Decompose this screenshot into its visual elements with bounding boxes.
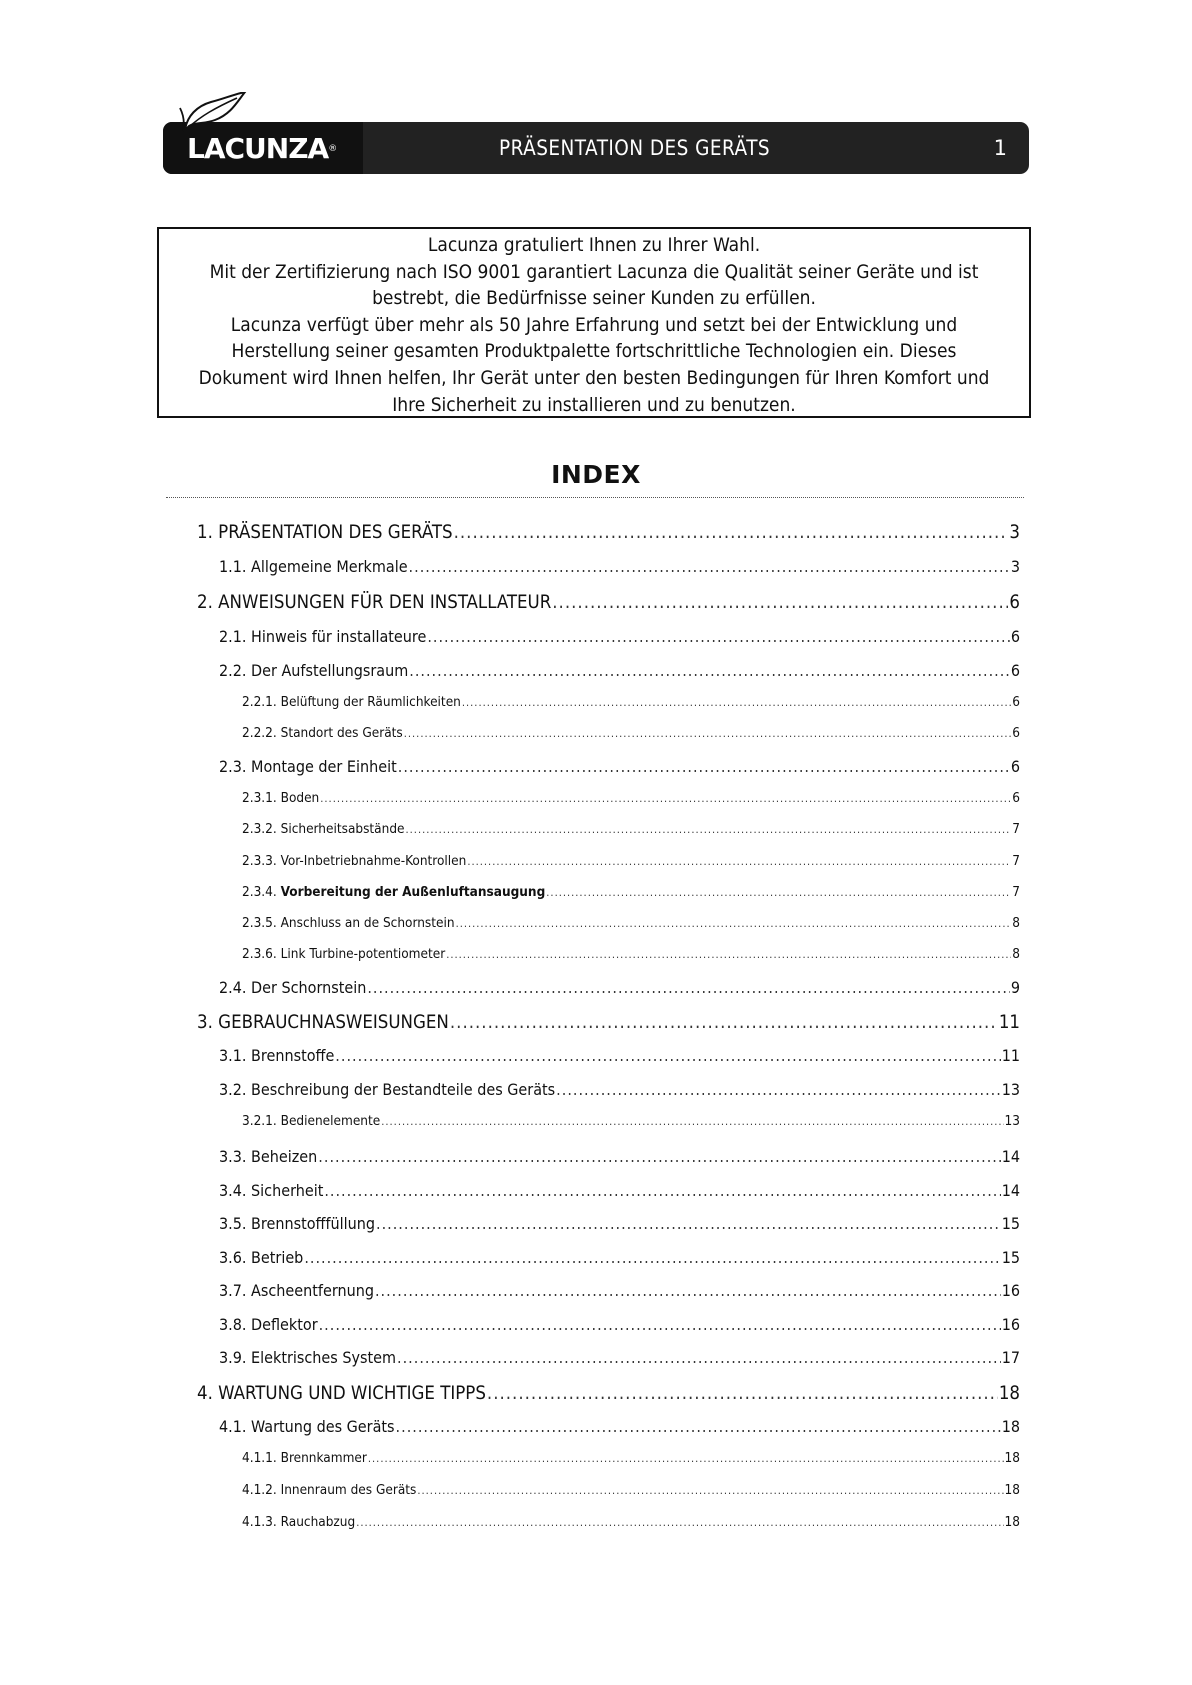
toc-entry-number: 2.2.1.	[242, 694, 277, 710]
toc-leader-dots	[320, 792, 1011, 805]
intro-line: Dokument wird Ihnen helfen, Ihr Gerät unter den besten Bedingungen für Ihren Komfort und	[198, 366, 990, 389]
toc-entry-number: 1.	[197, 522, 213, 543]
toc-entry-title: Link Turbine-potentiometer	[280, 946, 446, 962]
toc-entry-label	[242, 790, 319, 806]
toc-entry-title: Montage der Einheit	[251, 757, 397, 776]
intro-line: Herstellung seiner gesamten Produktpalette fortschrittliche Technologien ein. Dieses	[231, 340, 957, 363]
toc-entry[interactable]	[219, 978, 1020, 997]
toc-entry-number: 3.9.	[219, 1348, 247, 1367]
toc-leader-dots	[396, 1417, 1001, 1436]
toc-entry-label	[197, 522, 453, 543]
toc-leader-dots	[397, 1348, 1001, 1367]
toc-page-number: 6	[1010, 627, 1020, 646]
toc-page-number: 13	[1004, 1113, 1020, 1129]
toc-entry-label	[242, 725, 403, 741]
toc-entry-title: Vor-Inbetriebnahme-Kontrollen	[280, 853, 467, 869]
toc-entry[interactable]	[242, 821, 1020, 837]
toc-page-number: 16	[1001, 1315, 1020, 1334]
toc-entry-number: 2.3.	[219, 757, 247, 776]
toc-entry-label	[242, 694, 461, 710]
toc-entry-title: Bedienelemente	[280, 1113, 381, 1129]
toc-entry-number: 2.3.4.	[242, 884, 277, 900]
toc-leader-dots	[356, 1516, 1003, 1529]
toc-entry-title: Sicherheitsabstände	[280, 821, 405, 837]
toc-entry-title: Rauchabzug	[280, 1514, 356, 1530]
toc-entry-label	[242, 915, 455, 931]
toc-entry[interactable]	[219, 1248, 1020, 1267]
toc-entry[interactable]	[219, 1147, 1020, 1166]
toc-entry-title: Der Schornstein	[251, 978, 367, 997]
toc-leader-dots	[467, 855, 1011, 868]
toc-entry-label	[219, 1181, 323, 1200]
toc-leader-dots	[406, 823, 1012, 836]
toc-leader-dots	[556, 1080, 1001, 1099]
toc-leader-dots	[552, 592, 1008, 613]
toc-entry-number: 2.3.2.	[242, 821, 277, 837]
toc-entry[interactable]	[219, 1181, 1020, 1200]
toc-entry[interactable]	[219, 1417, 1020, 1436]
toc-entry-label	[242, 1113, 380, 1129]
toc-leader-dots	[546, 886, 1011, 899]
toc-entry[interactable]	[197, 522, 1020, 543]
toc-entry-title: Boden	[280, 790, 320, 806]
leaf-icon	[179, 92, 249, 132]
toc-entry-label	[242, 884, 545, 900]
toc-page-number: 6	[1010, 757, 1020, 776]
toc-entry-number: 3.	[197, 1012, 213, 1033]
toc-entry-title: Brennstofffüllung	[251, 1214, 376, 1233]
toc-entry-number: 3.1.	[219, 1046, 247, 1065]
toc-entry[interactable]	[219, 1214, 1020, 1233]
intro-line: Mit der Zertifizierung nach ISO 9001 garantiert Lacunza die Qualität seiner Geräte und ist	[209, 260, 979, 283]
toc-entry[interactable]	[219, 1348, 1020, 1367]
toc-entry-label	[242, 853, 466, 869]
toc-entry-label	[242, 1450, 367, 1466]
toc-entry-title: GEBRAUCHNASWEISUNGEN	[218, 1012, 449, 1033]
toc-leader-dots	[456, 917, 1012, 930]
intro-box	[157, 227, 1031, 418]
toc-entry-label	[219, 1147, 317, 1166]
toc-entry-number: 1.1.	[219, 557, 247, 576]
toc-entry-title: ANWEISUNGEN FÜR DEN INSTALLATEUR	[218, 592, 552, 613]
toc-entry[interactable]	[242, 1113, 1020, 1129]
toc-leader-dots	[450, 1012, 998, 1033]
toc-page-number: 7	[1012, 853, 1020, 869]
toc-entry-number: 4.1.2.	[242, 1482, 277, 1498]
toc-entry[interactable]	[219, 627, 1020, 646]
intro-line: Ihre Sicherheit zu installieren und zu benutzen.	[392, 393, 796, 416]
toc-entry[interactable]	[242, 790, 1020, 806]
toc-entry-title: Wartung des Geräts	[251, 1417, 395, 1436]
page-header	[163, 122, 1029, 174]
toc-entry-number: 4.1.3.	[242, 1514, 277, 1530]
toc-entry-title: Beschreibung der Bestandteile des Geräts	[251, 1080, 556, 1099]
toc-entry-label	[197, 1383, 486, 1404]
toc-entry[interactable]	[219, 1046, 1020, 1065]
toc-page-number: 7	[1012, 884, 1020, 900]
toc-entry[interactable]	[242, 725, 1020, 741]
toc-leader-dots	[376, 1214, 1001, 1233]
toc-entry-label	[219, 1080, 555, 1099]
toc-entry[interactable]	[197, 1383, 1020, 1404]
toc-entry-title: Brennstoffe	[251, 1046, 335, 1065]
toc-entry[interactable]	[242, 946, 1020, 962]
toc-entry-number: 3.5.	[219, 1214, 247, 1233]
toc-entry-number: 3.3.	[219, 1147, 247, 1166]
toc-page-number: 18	[1001, 1417, 1020, 1436]
toc-leader-dots	[427, 627, 1010, 646]
toc-page-number: 17	[1001, 1348, 1020, 1367]
toc-entry-number: 2.3.1.	[242, 790, 277, 806]
toc-entry-title: Vorbereitung der Außenluftansaugung	[280, 884, 546, 900]
intro-line: Lacunza gratuliert Ihnen zu Ihrer Wahl.	[427, 234, 761, 256]
header-title: PRÄSENTATION DES GERÄTS	[499, 136, 771, 160]
toc-page-number: 3	[1010, 557, 1020, 576]
toc-entry-title: Allgemeine Merkmale	[251, 557, 408, 576]
toc-leader-dots	[409, 661, 1010, 680]
toc-page-number: 15	[1001, 1248, 1020, 1267]
toc-leader-dots	[446, 948, 1011, 961]
toc-leader-dots	[404, 727, 1012, 740]
toc-entry-title: Deflektor	[251, 1315, 318, 1334]
toc-entry-label	[219, 1214, 375, 1233]
toc-page-number: 16	[1001, 1281, 1020, 1300]
toc-entry-title: Anschluss an de Schornstein	[280, 915, 455, 931]
toc-entry[interactable]	[219, 1281, 1020, 1300]
toc-entry-number: 2.	[197, 592, 213, 613]
toc-page-number: 14	[1001, 1181, 1020, 1200]
toc-entry[interactable]	[242, 884, 1020, 900]
toc-entry-title: Standort des Geräts	[280, 725, 403, 741]
toc-entry-label	[219, 1046, 334, 1065]
toc-entry-number: 3.6.	[219, 1248, 247, 1267]
toc-leader-dots	[462, 696, 1011, 709]
intro-line: bestrebt, die Bedürfnisse seiner Kunden zu erfüllen.	[372, 287, 816, 310]
toc-leader-dots	[398, 757, 1010, 776]
toc-entry-label	[219, 1417, 395, 1436]
toc-entry-number: 3.4.	[219, 1181, 247, 1200]
toc-entry-title: Beheizen	[251, 1147, 318, 1166]
toc-entry-number: 2.3.5.	[242, 915, 277, 931]
toc-page-number: 18	[1004, 1450, 1020, 1466]
toc-entry[interactable]	[242, 1482, 1020, 1498]
toc-entry[interactable]	[242, 1450, 1020, 1466]
toc-entry[interactable]	[219, 757, 1020, 776]
index-divider	[166, 497, 1024, 498]
toc-entry-number: 2.3.6.	[242, 946, 277, 962]
toc-leader-dots	[368, 1452, 1004, 1465]
toc-leader-dots	[487, 1383, 998, 1404]
toc-leader-dots	[324, 1181, 1000, 1200]
toc-leader-dots	[381, 1115, 1003, 1128]
toc-entry-title: PRÄSENTATION DES GERÄTS	[218, 522, 453, 543]
toc-page-number: 6	[1012, 790, 1020, 806]
toc-entry[interactable]	[219, 1080, 1020, 1099]
brand-name: LACUNZA®	[187, 132, 337, 165]
toc-entry[interactable]	[219, 557, 1020, 576]
index-title: INDEX	[551, 460, 641, 489]
brand-logo	[163, 122, 363, 174]
toc-entry-number: 4.	[197, 1383, 213, 1404]
toc-leader-dots	[304, 1248, 1000, 1267]
toc-entry-label	[242, 1482, 416, 1498]
toc-page-number: 9	[1010, 978, 1020, 997]
toc-page-number: 13	[1001, 1080, 1020, 1099]
toc-entry[interactable]	[242, 694, 1020, 710]
toc-entry-number: 2.4.	[219, 978, 247, 997]
toc-page-number: 18	[1004, 1514, 1020, 1530]
toc-page-number: 6	[1010, 661, 1020, 680]
toc-leader-dots	[367, 978, 1010, 997]
toc-leader-dots	[335, 1046, 1000, 1065]
intro-line: Lacunza verfügt über mehr als 50 Jahre Erfahrung und setzt bei der Entwicklung und	[230, 313, 958, 336]
toc-entry-label	[219, 1348, 396, 1367]
toc-leader-dots	[318, 1147, 1000, 1166]
toc-entry[interactable]	[242, 915, 1020, 931]
toc-entry-label	[242, 946, 445, 962]
toc-entry-title: Der Aufstellungsraum	[251, 661, 409, 680]
toc-entry[interactable]	[219, 1315, 1020, 1334]
toc-page-number: 8	[1012, 915, 1020, 931]
toc-leader-dots	[319, 1315, 1001, 1334]
toc-page-number: 18	[998, 1383, 1020, 1404]
toc-entry-label	[219, 978, 366, 997]
toc-entry-title: Hinweis für installateure	[251, 627, 427, 646]
toc-entry[interactable]	[197, 1012, 1020, 1033]
toc-entry-label	[219, 557, 408, 576]
toc-entry-label	[219, 1248, 303, 1267]
toc-leader-dots	[417, 1484, 1003, 1497]
toc-entry-title: Elektrisches System	[251, 1348, 397, 1367]
toc-entry-number: 2.2.	[219, 661, 247, 680]
toc-leader-dots	[454, 522, 1009, 543]
toc-page-number: 11	[1001, 1046, 1020, 1065]
toc-entry-title: Betrieb	[251, 1248, 304, 1267]
toc-page-number: 6	[1012, 694, 1020, 710]
toc-entry-title: Innenraum des Geräts	[280, 1482, 417, 1498]
toc-entry-title: Ascheentfernung	[251, 1281, 374, 1300]
toc-entry-label	[219, 627, 426, 646]
toc-page-number: 15	[1001, 1214, 1020, 1233]
toc-leader-dots	[409, 557, 1010, 576]
toc-entry-number: 3.2.	[219, 1080, 247, 1099]
toc-entry-number: 3.7.	[219, 1281, 247, 1300]
toc-entry-title: WARTUNG UND WICHTIGE TIPPS	[218, 1383, 486, 1404]
toc-entry-title: Sicherheit	[251, 1181, 324, 1200]
toc-entry-label	[242, 1514, 355, 1530]
toc-entry-label	[219, 661, 408, 680]
toc-entry-number: 4.1.	[219, 1417, 247, 1436]
toc-entry[interactable]	[242, 1514, 1020, 1530]
toc-entry-label	[219, 757, 397, 776]
toc-entry-number: 2.3.3.	[242, 853, 277, 869]
toc-entry-number: 4.1.1.	[242, 1450, 277, 1466]
toc-entry-number: 2.1.	[219, 627, 247, 646]
toc-page-number: 8	[1012, 946, 1020, 962]
toc-entry-label	[242, 821, 405, 837]
toc-entry-number: 3.2.1.	[242, 1113, 277, 1129]
toc-entry-number: 3.8.	[219, 1315, 247, 1334]
toc-page-number: 7	[1012, 821, 1020, 837]
registered-mark: ®	[328, 144, 337, 154]
toc-page-number: 6	[1012, 725, 1020, 741]
toc-entry[interactable]	[219, 661, 1020, 680]
toc-entry-title: Brennkammer	[280, 1450, 367, 1466]
toc-page-number: 14	[1001, 1147, 1020, 1166]
toc-entry-label	[197, 1012, 449, 1033]
toc-page-number: 18	[1004, 1482, 1020, 1498]
toc-page-number: 3	[1009, 522, 1020, 543]
toc-page-number: 11	[998, 1012, 1020, 1033]
toc-entry[interactable]	[197, 592, 1020, 613]
toc-entry[interactable]	[242, 853, 1020, 869]
page-number: 1	[993, 136, 1007, 160]
toc-entry-label	[219, 1281, 374, 1300]
toc-page-number: 6	[1009, 592, 1020, 613]
toc-entry-label	[197, 592, 551, 613]
toc-entry-number: 2.2.2.	[242, 725, 277, 741]
toc-entry-label	[219, 1315, 318, 1334]
toc-entry-title: Belüftung der Räumlichkeiten	[280, 694, 461, 710]
toc-leader-dots	[375, 1281, 1001, 1300]
